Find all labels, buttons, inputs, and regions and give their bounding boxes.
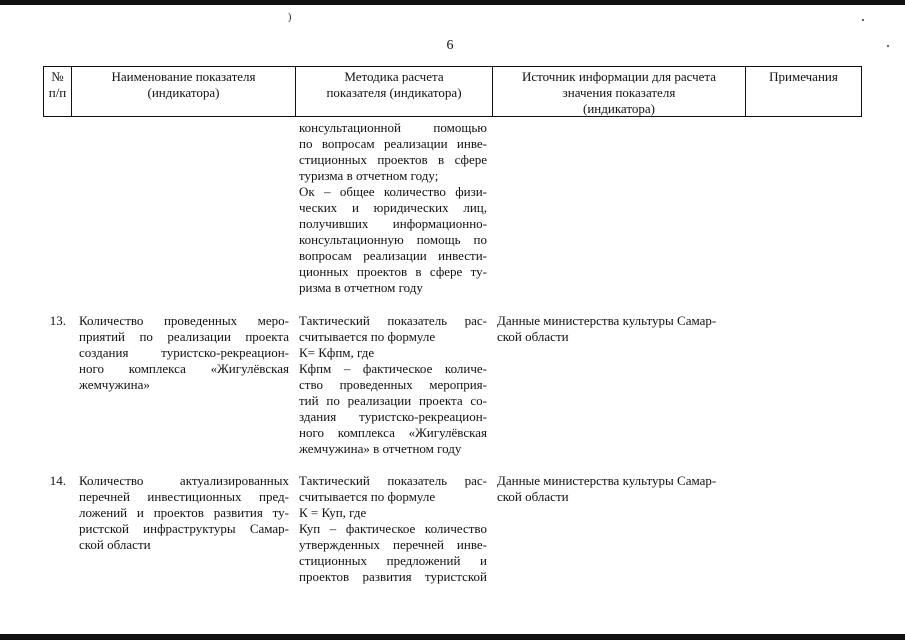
- header-num: [43, 66, 71, 117]
- method-line: Ок – общее количество физи-: [299, 184, 487, 199]
- name-line: создания туристско-рекреацион-: [79, 345, 289, 360]
- row-13-source: [497, 313, 742, 345]
- name-line: ской области: [79, 537, 151, 552]
- method-line: ризма в отчетном году: [299, 280, 423, 295]
- method-line: Кфпм – фактическое количе-: [299, 361, 487, 376]
- scan-bottom-edge: [0, 634, 905, 640]
- row-13-method: [299, 313, 487, 457]
- scan-speck: [887, 45, 889, 47]
- method-line: консультационной помощью: [299, 120, 487, 135]
- method-line: Куп – фактическое количество: [299, 521, 487, 536]
- method-line: тий по реализации проекта со-: [299, 393, 487, 408]
- method-line: Тактический показатель рас-: [299, 313, 487, 328]
- method-line: по вопросам реализации инве-: [299, 136, 487, 151]
- header-source: [492, 66, 745, 117]
- header-source-line: значения показателя: [562, 85, 676, 100]
- row-14-number: 14.: [49, 473, 66, 488]
- row-14-indicator-name: [79, 473, 289, 553]
- name-line: ристской инфраструктуры Самар-: [79, 521, 289, 536]
- name-line: перечней инвестиционных пред-: [79, 489, 289, 504]
- scan-top-edge: [0, 0, 905, 5]
- method-line: ного комплекса «Жигулёвская: [299, 425, 487, 440]
- source-line: ской области: [497, 329, 569, 344]
- name-line: Количество проведенных меро-: [79, 313, 289, 328]
- name-line: жемчужина»: [79, 377, 150, 392]
- source-line: Данные министерства культуры Самар-: [497, 313, 717, 328]
- method-line: стиционных проектов в сфере: [299, 152, 487, 167]
- header-source-line: Источник информации для расчета: [521, 69, 717, 84]
- header-notes-line: Примечания: [769, 69, 838, 84]
- method-line: жемчужина» в отчетном году: [299, 441, 462, 456]
- method-line: ческих и юридических лиц,: [299, 200, 487, 215]
- page-number: 6: [446, 38, 454, 53]
- method-line: К= Кфпм, где: [299, 345, 375, 360]
- row-13-number: 13.: [49, 313, 66, 328]
- header-name-line: (индикатора): [147, 85, 220, 100]
- method-line: ционных проектов в сфере ту-: [299, 264, 487, 279]
- method-line: К = Куп, где: [299, 505, 367, 520]
- header-method-line: показателя (индикатора): [326, 85, 462, 100]
- header-source-line: (индикатора): [583, 101, 655, 116]
- name-line: приятий по реализации проекта: [79, 329, 289, 344]
- header-notes: [745, 66, 862, 117]
- method-line: вопросам реализации инвести-: [299, 248, 487, 263]
- row-13-indicator-name: [79, 313, 289, 393]
- row-14-method: [299, 473, 487, 585]
- method-line: здания туристско-рекреацион-: [299, 409, 487, 424]
- corner-mark: ): [288, 12, 292, 23]
- method-line: консультационную помощь по: [299, 232, 487, 247]
- method-line: проектов развития туристской: [299, 569, 487, 584]
- scan-speck: [862, 19, 864, 21]
- method-line: Тактический показатель рас-: [299, 473, 487, 488]
- source-line: ской области: [497, 489, 569, 504]
- method-line: стиционных предложений и: [299, 553, 487, 568]
- method-line: туризма в отчетном году;: [299, 168, 439, 183]
- header-num-line: п/п: [48, 85, 67, 100]
- name-line: Количество актуализированных: [79, 473, 289, 488]
- continuation-method: [299, 120, 487, 296]
- name-line: ного комплекса «Жигулёвская: [79, 361, 289, 376]
- header-num-line: №: [51, 69, 64, 84]
- method-line: ство проведенных мероприя-: [299, 377, 487, 392]
- name-line: ложений и проектов развития ту-: [79, 505, 289, 520]
- header-name-line: Наименование показателя: [111, 69, 256, 84]
- method-line: получивших информационно-: [299, 216, 487, 231]
- method-line: утвержденных перечней инве-: [299, 537, 487, 552]
- header-method: [295, 66, 492, 117]
- header-method-line: Методика расчета: [344, 69, 444, 84]
- method-line: считывается по формуле: [299, 489, 436, 504]
- method-line: считывается по формуле: [299, 329, 436, 344]
- source-line: Данные министерства культуры Самар-: [497, 473, 717, 488]
- row-14-source: [497, 473, 742, 505]
- header-indicator-name: [71, 66, 295, 117]
